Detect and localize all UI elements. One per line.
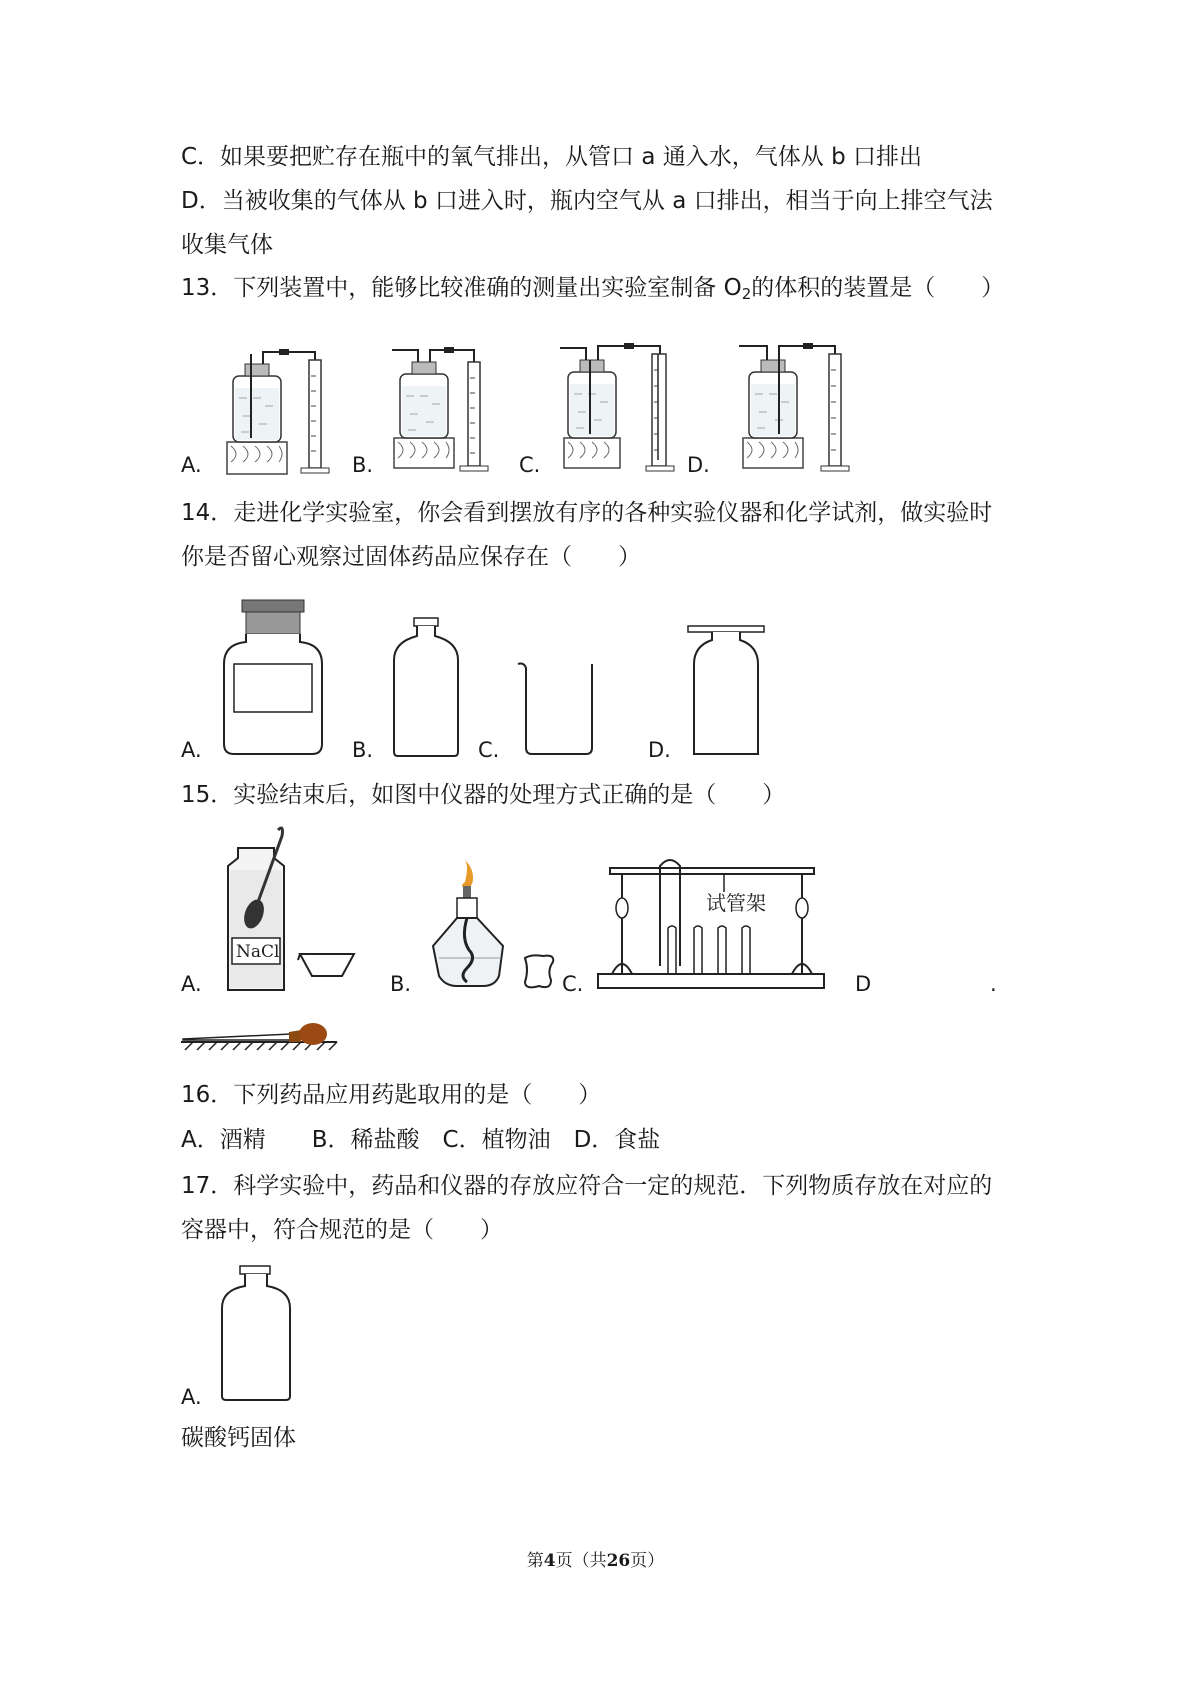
q14-stem-line1: 14．走进化学实验室，你会看到摆放有序的各种实验仪器和化学试剂，做实验时	[181, 500, 993, 526]
q15-option-d-label: D	[855, 972, 872, 996]
q17-stem-line2: 容器中，符合规范的是（ ）	[181, 1217, 503, 1243]
q16-options: A．酒精 B．稀盐酸 C．植物油 D．食盐	[181, 1127, 661, 1153]
q17-option-a-text: 碳酸钙固体	[181, 1425, 296, 1451]
q17-option-a-label: A.	[181, 1385, 202, 1409]
q13-option-d-label: D.	[687, 453, 710, 477]
q15-option-b-alcohol-lamp-image	[425, 858, 561, 994]
total-page-count: 26	[606, 1551, 631, 1571]
q14-option-a-wide-mouth-bottle-image	[220, 598, 326, 758]
q14-option-c-label: C.	[478, 738, 500, 762]
q15-option-a-nacl-bottle-image	[218, 826, 364, 994]
q12-option-d-line1: D．当被收集的气体从 b 口进入时，瓶内空气从 a 口排出，相当于向上排空气法	[181, 188, 993, 214]
q13-option-b-label: B.	[352, 453, 374, 477]
q14-option-d-gas-bottle-image	[686, 624, 766, 758]
q13-option-c-label: C.	[519, 453, 541, 477]
test-tube-rack-label: 试管架	[706, 891, 766, 915]
q15-option-b-label: B.	[390, 972, 412, 996]
q13-apparatus-a-image	[215, 346, 335, 476]
q15-option-c-test-tube-rack-image	[596, 858, 826, 992]
q13-stem: 13．下列装置中，能够比较准确的测量出实验室制备 $O_2$的体积的装置是（ ）	[181, 275, 1005, 303]
q14-option-d-label: D.	[648, 738, 671, 762]
q12-option-d-line2: 收集气体	[181, 232, 273, 258]
q13-option-a-label: A.	[181, 453, 202, 477]
page-footer: 第4页（共26页）	[526, 1551, 665, 1571]
q17-stem-line1: 17．科学实验中，药品和仪器的存放应符合一定的规范．下列物质存放在对应的	[181, 1173, 993, 1199]
q14-stem-line2: 你是否留心观察过固体药品应保存在（ ）	[181, 544, 641, 570]
q14-option-a-label: A.	[181, 738, 202, 762]
q13-apparatus-b-image	[388, 346, 508, 476]
q15-option-a-label: A.	[181, 972, 202, 996]
q13-apparatus-c-image	[558, 340, 678, 476]
q12-option-c: C．如果要把贮存在瓶中的氧气排出，从管口 a 通入水，气体从 b 口排出	[181, 144, 922, 170]
q15-stem: 15．实验结束后，如图中仪器的处理方式正确的是（ ）	[181, 782, 786, 808]
nacl-label: NaCl	[236, 942, 280, 962]
q13-apparatus-d-image	[731, 340, 853, 476]
q14-option-b-narrow-mouth-bottle-image	[390, 616, 462, 758]
q14-option-c-beaker-image	[516, 660, 600, 758]
q16-stem: 16．下列药品应用药匙取用的是（ ）	[181, 1082, 602, 1108]
q14-option-b-label: B.	[352, 738, 374, 762]
current-page-number: 4	[543, 1551, 556, 1571]
q15-trailing-period: .	[990, 972, 997, 996]
q15-option-d-dropper-image	[181, 1012, 341, 1052]
q15-option-c-label: C.	[562, 972, 584, 996]
q17-option-a-narrow-mouth-bottle-image	[218, 1264, 294, 1404]
